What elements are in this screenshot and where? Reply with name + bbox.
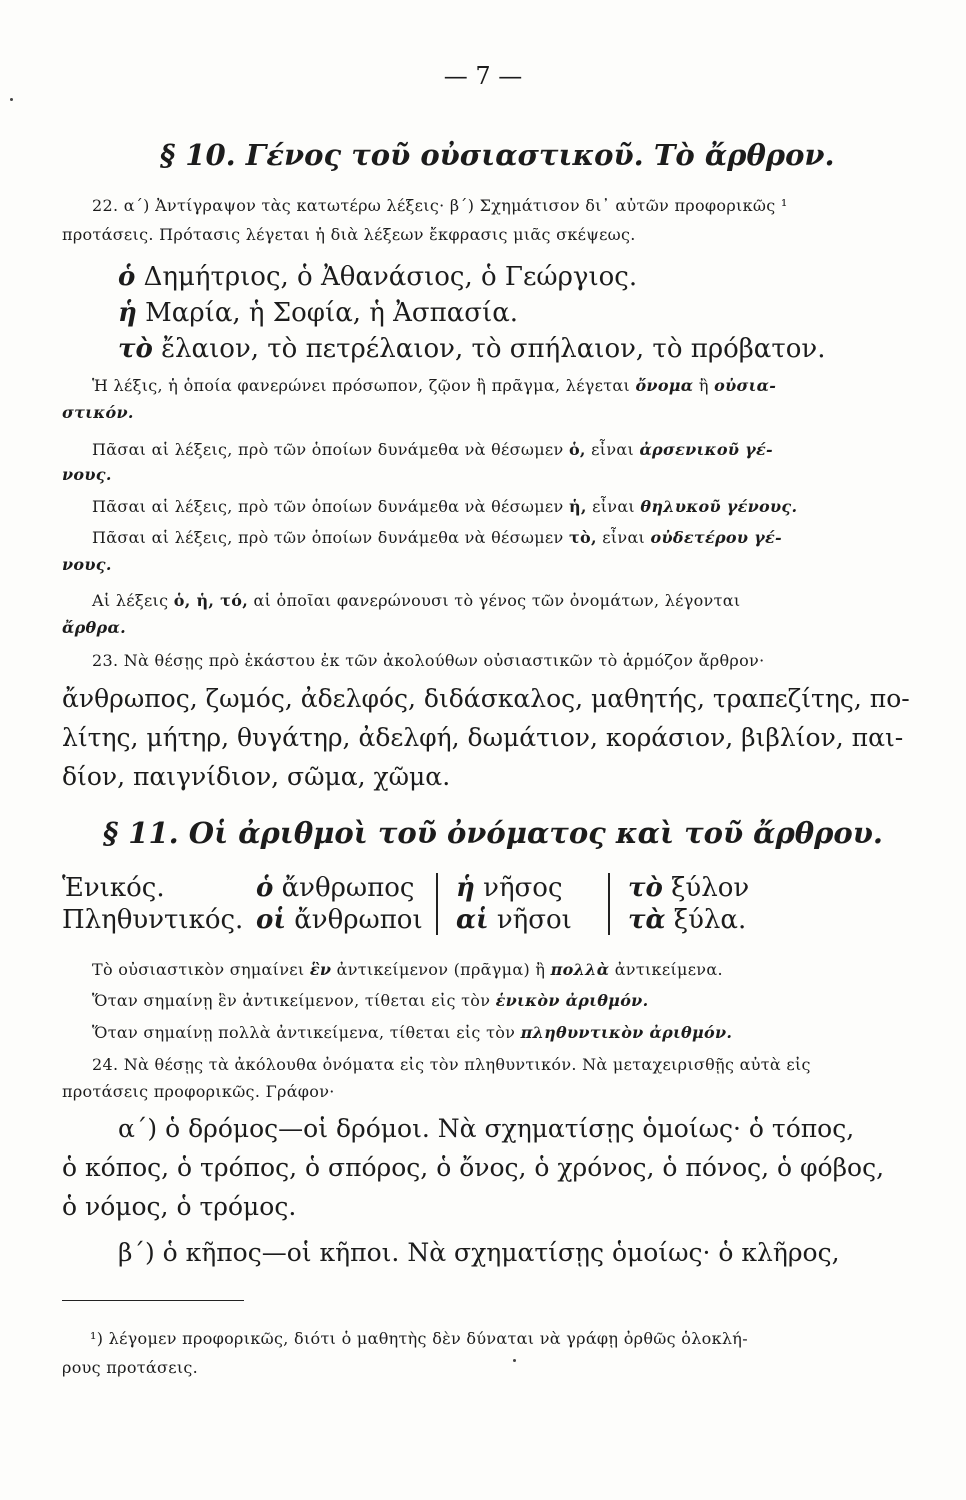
scan-speck — [10, 98, 13, 101]
exercise-24-b-line-1: β΄) ὁ κῆπος—οἱ κῆποι. Νὰ σχηματίσῃς ὁμοίως· ὁ κλῆρος, — [118, 1238, 840, 1267]
definition-masculine — [92, 440, 773, 459]
exercise-24-a-line-2: ὁ κόπος, ὁ τρόπος, ὁ σπόρος, ὁ ὄνος, ὁ χρόνος, ὁ πόνος, ὁ φόβος, — [62, 1153, 885, 1182]
rule-meaning — [92, 960, 723, 979]
exercise-23-words-line-3: δίον, παιγνίδιον, σῶμα, χῶμα. — [62, 762, 451, 791]
masculine-article: ὁ — [118, 262, 136, 292]
definition-feminine — [92, 497, 797, 516]
table-cell-neuter — [628, 873, 749, 903]
definition-feminine-is: εἶναι — [592, 497, 636, 516]
term-onoma: ὄνομα — [635, 376, 694, 395]
term-arsenikou: ἀρσενικοῦ γέ- — [639, 440, 773, 459]
rule-meaning-many: πολλὰ — [550, 960, 610, 979]
footnote-line-2: ρους προτάσεις. — [62, 1358, 199, 1377]
table-article: τὰ — [628, 905, 666, 935]
definition-noun-or: ἢ — [698, 376, 709, 395]
exercise-23-words-line-2: λίτης, μήτηρ, θυγάτηρ, ἀδελφή, δωμάτιον, κοράσιον, βιβλίον, παι- — [62, 723, 904, 752]
exercise-23-words-line-1: ἄνθρωπος, ζωμός, ἀδελφός, διδάσκαλος, μαθητής, τραπεζίτης, πο- — [62, 684, 910, 713]
table-article: οἱ — [256, 905, 286, 935]
table-noun: νῆσοι — [496, 905, 572, 935]
masculine-words: Δημήτριος, ὁ Ἀθανάσιος, ὁ Γεώργιος. — [143, 262, 638, 292]
definition-articles-list: ὁ, ἡ, τό, — [173, 591, 249, 610]
table-cell-feminine — [456, 905, 572, 935]
table-divider — [436, 873, 438, 935]
table-cell-feminine — [456, 873, 563, 903]
exercise-22-line-2: προτάσεις. Πρότασις λέγεται ἡ διὰ λέξεων ἔκφρασις μιᾶς σκέψεως. — [62, 225, 636, 244]
term-ousiastikon-part1: οὐσια- — [714, 376, 777, 395]
exercise-24-a-line-3: ὁ νόμος, ὁ τρόμος. — [62, 1192, 297, 1221]
definition-articles-pre: Αἱ λέξεις — [92, 591, 169, 610]
neuter-names — [118, 334, 825, 364]
feminine-names — [118, 298, 518, 328]
definition-neuter — [92, 528, 782, 547]
footnote-separator — [62, 1300, 244, 1301]
exercise-24-a-line-1: α΄) ὁ δρόμος—οἱ δρόμοι. Νὰ σχηματίσῃς ὁμοίως· ὁ τόπος, — [118, 1114, 855, 1143]
definition-noun — [92, 376, 776, 395]
exercise-23-instruction: 23. Νὰ θέσῃς πρὸ ἑκάστου ἐκ τῶν ἀκολούθων οὐσιαστικῶν τὸ ἁρμόζον ἄρθρον· — [92, 651, 765, 670]
page-number: — 7 — — [443, 62, 523, 90]
exercise-24-line-1: 24. Νὰ θέσῃς τὰ ἀκόλουθα ὀνόματα εἰς τὸν πληθυντικόν. Νὰ μεταχειρισθῇς αὐτὰ εἰς — [92, 1055, 811, 1074]
footnote-line-1: ¹) λέγομεν προφορικῶς, διότι ὁ μαθητὴς δὲν δύναται νὰ γράφῃ ὀρθῶς ὁλοκλή- — [90, 1329, 748, 1348]
rule-plural-text: Ὅταν σημαίνῃ πολλὰ ἀντικείμενα, τίθεται εἰς τὸν — [92, 1023, 516, 1042]
definition-masculine-is: εἶναι — [591, 440, 635, 459]
neuter-article: τὸ — [118, 334, 153, 364]
exercise-24-line-2: προτάσεις προφορικῶς. Γράφον· — [62, 1082, 335, 1101]
section-11-title: § 11. Οἱ ἀριθμοὶ τοῦ ὀνόματος καὶ τοῦ ἄρθρου. — [103, 816, 883, 850]
definition-neuter-is: εἶναι — [602, 528, 646, 547]
rule-meaning-a: Τὸ οὐσιαστικὸν σημαίνει — [92, 960, 305, 979]
rule-meaning-c: ἀντικείμενον (πρᾶγμα) ἢ — [336, 960, 546, 979]
definition-articles — [92, 591, 740, 610]
table-row-label: Πληθυντικός. — [62, 905, 244, 935]
definition-feminine-article: ἡ, — [568, 497, 587, 516]
term-thelykou: θηλυκοῦ γένους. — [640, 497, 798, 516]
definition-feminine-text: Πᾶσαι αἱ λέξεις, πρὸ τῶν ὁποίων δυνάμεθα νὰ θέσωμεν — [92, 497, 564, 516]
table-noun: ξύλον — [671, 873, 750, 903]
term-arthra: ἄρθρα. — [62, 618, 126, 637]
definition-masculine-article: ὁ, — [568, 440, 586, 459]
table-noun: νῆσος — [483, 873, 563, 903]
definition-neuter-article: τὸ, — [568, 528, 597, 547]
rule-meaning-e: ἀντικείμενα. — [614, 960, 723, 979]
term-arsenikou-end: νους. — [62, 465, 112, 484]
term-oudeterou-end: νους. — [62, 555, 112, 574]
table-divider — [608, 873, 610, 935]
definition-masculine-text: Πᾶσαι αἱ λέξεις, πρὸ τῶν ὁποίων δυνάμεθα νὰ θέσωμεν — [92, 440, 564, 459]
definition-articles-text: αἱ ὁποῖαι φανερώνουσι τὸ γένος τῶν ὀνομάτων, λέγονται — [253, 591, 741, 610]
table-article: ὁ — [256, 873, 274, 903]
term-ousiastikon-part2: στικόν. — [62, 403, 134, 422]
table-cell-masculine — [256, 905, 423, 935]
feminine-words: Μαρία, ἡ Σοφία, ἡ Ἀσπασία. — [145, 298, 519, 328]
table-article: τὸ — [628, 873, 663, 903]
rule-singular — [92, 991, 648, 1010]
section-10-title: § 10. Γένος τοῦ οὐσιαστικοῦ. Τὸ ἄρθρον. — [160, 138, 835, 172]
definition-neuter-text: Πᾶσαι αἱ λέξεις, πρὸ τῶν ὁποίων δυνάμεθα νὰ θέσωμεν — [92, 528, 564, 547]
table-cell-masculine — [256, 873, 414, 903]
rule-meaning-one: ἓν — [309, 960, 332, 979]
neuter-words: ἔλαιον, τὸ πετρέλαιον, τὸ σπήλαιον, τὸ πρόβατον. — [161, 334, 826, 364]
table-article: ἡ — [456, 873, 475, 903]
masculine-names — [118, 262, 637, 292]
term-oudeterou: οὐδετέρου γέ- — [650, 528, 782, 547]
definition-noun-text: Ἡ λέξις, ἡ ὁποία φανερώνει πρόσωπον, ζῷον ἢ πρᾶγμα, λέγεται — [92, 376, 631, 395]
feminine-article: ἡ — [118, 298, 137, 328]
term-singular: ἑνικὸν ἀριθμόν. — [495, 991, 649, 1010]
table-noun: ἄνθρωποι — [294, 905, 423, 935]
table-article: αἱ — [456, 905, 489, 935]
table-noun: ἄνθρωπος — [281, 873, 415, 903]
table-cell-neuter — [628, 905, 746, 935]
rule-plural — [92, 1023, 732, 1042]
scan-speck — [513, 1359, 516, 1362]
rule-singular-text: Ὅταν σημαίνῃ ἓν ἀντικείμενον, τίθεται εἰς τὸν — [92, 991, 491, 1010]
exercise-22-line-1: 22. α΄) Ἀντίγραψον τὰς κατωτέρω λέξεις· β΄) Σχημάτισον δι᾽ αὐτῶν προφορικῶς ¹ — [92, 196, 788, 215]
table-noun: ξύλα. — [673, 905, 747, 935]
table-row-label: Ἑνικός. — [62, 873, 165, 903]
term-plural: πληθυντικὸν ἀριθμόν. — [520, 1023, 733, 1042]
